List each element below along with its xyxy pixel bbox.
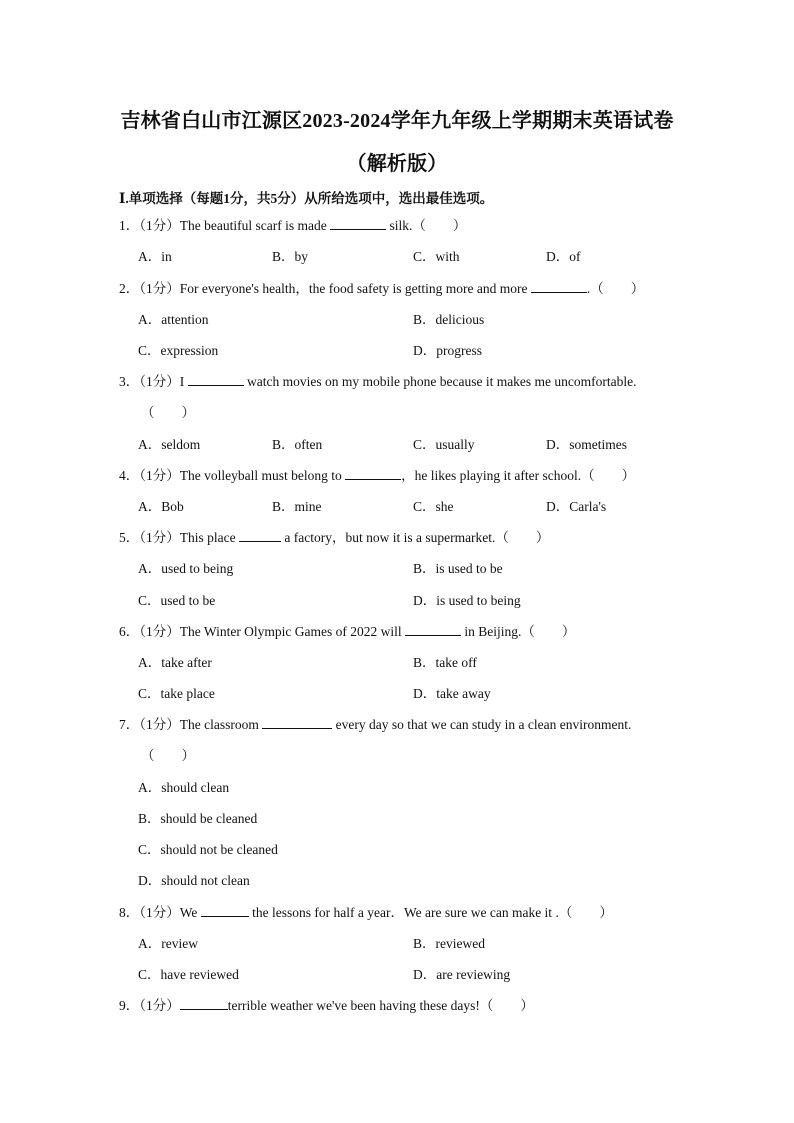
option-3c: C．usually (413, 437, 475, 452)
option-2a: A．attention (138, 312, 209, 327)
question-9-stem-end: terrible weather we've been having these days!（ ） (227, 998, 534, 1013)
question-2-stem-start: 2．（1分）For everyone's health，the food safety is getting more and more (119, 281, 531, 296)
option-5c: C．used to be (138, 593, 216, 608)
option-7a: A．should clean (138, 780, 230, 795)
exam-subtitle: （解析版） (346, 153, 448, 175)
option-6b: B．take off (413, 655, 477, 670)
option-6c: C．take place (138, 686, 215, 701)
question-6-stem-start: 6．（1分）The Winter Olympic Games of 2022 will (119, 624, 406, 639)
answer-blank (531, 280, 587, 293)
question-4 (119, 467, 679, 485)
option-4b: B．mine (272, 499, 322, 514)
exam-title: 吉林省白山市江源区2023-2024学年九年级上学期期末英语试卷 (120, 110, 674, 132)
option-5d: D．is used to being (413, 593, 521, 608)
option-7c: C．should not be cleaned (138, 842, 278, 857)
question-4-stem-end: ，he likes playing it after school.（ ） (401, 468, 636, 483)
question-9-stem-start: 9．（1分） (119, 998, 180, 1013)
question-5-stem-end: a factory，but now it is a supermarket.（ ） (280, 530, 550, 545)
option-8a: A．review (138, 936, 198, 951)
answer-blank (201, 904, 249, 917)
option-8d: D．are reviewing (413, 967, 511, 982)
option-7b: B．should be cleaned (138, 811, 258, 826)
option-1b: B．by (272, 249, 309, 264)
answer-blank (330, 217, 386, 230)
question-7-stem-start: 7．（1分）The classroom (119, 717, 263, 732)
answer-blank (180, 997, 228, 1010)
question-8-stem-end: the lessons for half a year．We are sure we can make it .（ ） (248, 905, 613, 920)
option-3a: A．seldom (138, 437, 201, 452)
option-3d: D．sometimes (546, 437, 627, 452)
question-7 (119, 716, 679, 734)
option-7d: D．should not clean (138, 873, 250, 888)
option-5b: B．is used to be (413, 561, 503, 576)
option-2d: D．progress (413, 343, 482, 358)
question-1-stem-start: 1．（1分）The beautiful scarf is made (119, 218, 331, 233)
question-5-stem-start: 5．（1分）This place (119, 530, 239, 545)
question-3 (119, 373, 679, 391)
question-9 (119, 997, 679, 1015)
answer-blank (405, 623, 461, 636)
question-3-bracket: （ ） (141, 405, 195, 420)
option-2b: B．delicious (413, 312, 485, 327)
question-2 (119, 280, 679, 298)
option-5a: A．used to being (138, 561, 234, 576)
option-4c: C．she (413, 499, 454, 514)
question-5 (119, 529, 679, 547)
question-4-stem-start: 4．（1分）The volleyball must belong to (119, 468, 346, 483)
answer-blank (188, 373, 244, 386)
option-8c: C．have reviewed (138, 967, 239, 982)
question-8-stem-start: 8．（1分）We (119, 905, 201, 920)
section-heading: Ⅰ.单项选择（每题1分，共5分）从所给选项中，选出最佳选项。 (119, 191, 494, 206)
option-4a: A．Bob (138, 499, 184, 514)
answer-blank (239, 529, 281, 542)
question-6-stem-end: in Beijing.（ ） (461, 624, 576, 639)
question-8 (119, 904, 679, 922)
question-6 (119, 623, 679, 641)
question-2-stem-end: .（ ） (586, 281, 645, 296)
option-8b: B．reviewed (413, 936, 485, 951)
option-6a: A．take after (138, 655, 212, 670)
option-6d: D．take away (413, 686, 491, 701)
question-3-stem-start: 3．（1分）I (119, 374, 188, 389)
question-7-bracket: （ ） (141, 748, 195, 763)
option-2c: C．expression (138, 343, 219, 358)
answer-blank (345, 467, 401, 480)
answer-blank (262, 716, 332, 729)
question-1 (119, 217, 679, 235)
option-3b: B．often (272, 437, 323, 452)
option-4d: D．Carla's (546, 499, 607, 514)
option-1d: D．of (546, 249, 581, 264)
question-1-stem-end: silk.（ ） (386, 218, 467, 233)
option-1c: C．with (413, 249, 460, 264)
question-7-stem-end: every day so that we can study in a clean environment. (332, 717, 632, 732)
option-1a: A．in (138, 249, 172, 264)
question-3-stem-end: watch movies on my mobile phone because it makes me uncomfortable. (243, 374, 637, 389)
